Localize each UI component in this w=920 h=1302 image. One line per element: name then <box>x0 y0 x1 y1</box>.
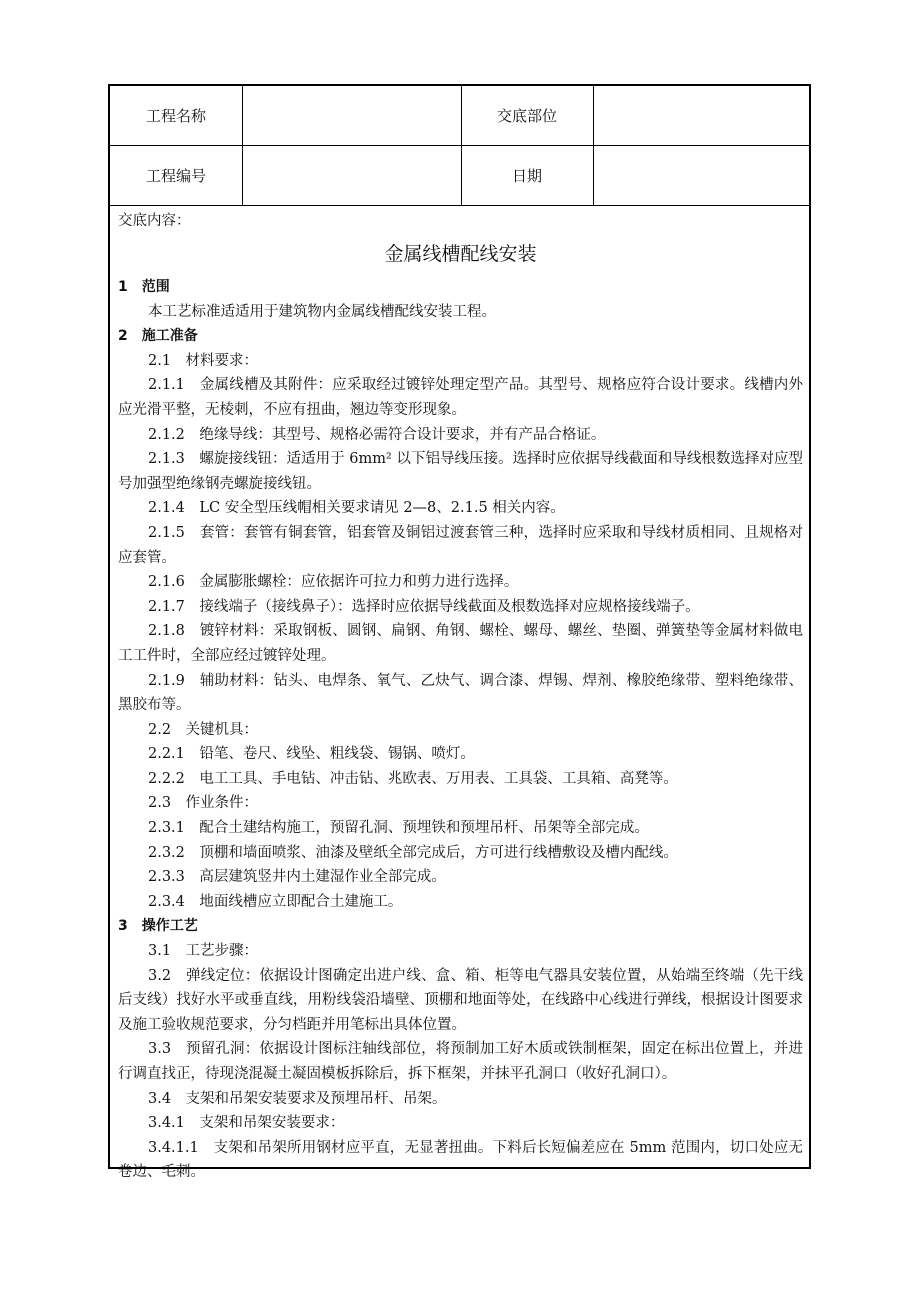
project-no-label: 工程编号 <box>145 167 206 185</box>
paragraph: 2.3.1 配合土建结构施工，预留孔洞、预埋铁和预埋吊杆、吊架等全部完成。 <box>148 820 649 837</box>
paragraph: 2.1.4 LC 安全型压线帽相关要求请见 2—8、2.1.5 相关内容。 <box>148 500 565 517</box>
paragraph: 2.1.1 金属线槽及其附件：应采取经过镀锌处理定型产品。其型号、规格应符合设计要求。线槽内外应光滑平整，无棱刺，不应有扭曲，翘边等变形现象。 <box>118 377 803 418</box>
project-no-value <box>242 146 461 205</box>
paragraph: 3.4 支架和吊架安装要求及预埋吊杆、吊架。 <box>148 1090 447 1107</box>
section-heading: 2 施工准备 <box>118 328 198 345</box>
section-heading: 3 操作工艺 <box>118 918 198 935</box>
date-label: 日期 <box>511 167 542 185</box>
content-label: 交底内容： <box>118 213 191 229</box>
divider <box>593 146 594 205</box>
divider <box>461 146 462 205</box>
paragraph: 2.2 关键机具： <box>148 721 259 738</box>
divider <box>242 86 243 145</box>
paragraph: 2.2.2 电工工具、手电钻、冲击钻、兆欧表、万用表、工具袋、工具箱、高凳等。 <box>148 770 678 787</box>
project-name-value <box>242 86 461 145</box>
date-value <box>593 146 811 205</box>
paragraph: 2.1.2 绝缘导线：其型号、规格必需符合设计要求，并有产品合格证。 <box>148 426 606 443</box>
paragraph: 2.3.4 地面线槽应立即配合土建施工。 <box>148 893 403 910</box>
divider <box>242 146 243 205</box>
paragraph: 3.2 弹线定位：依据设计图确定出进户线、盒、箱、柜等电气器具安装位置，从始端至终端（先干线后支线）找好水平或垂直线，用粉线袋沿墙壁、顶棚和地面等处，在线路中心线进行弹线，根据设计图要求及施工验收规范要求，分匀档距并用笔标出具体位置。 <box>118 967 803 1033</box>
paragraph: 2.1.6 金属膨胀螺栓：应依据许可拉力和剪力进行选择。 <box>148 574 519 591</box>
header-row-1 <box>110 86 809 146</box>
paragraph: 2.3 作业条件： <box>148 795 259 812</box>
paragraph: 3.4.1 支架和吊架安装要求： <box>148 1115 345 1132</box>
paragraph: 2.1.5 套管：套管有铜套管，铝套管及铜铝过渡套管三种，选择时应采取和导线材质相同、且规格对应套管。 <box>118 524 803 566</box>
paragraph: 2.1.8 镀锌材料：采取钢板、圆钢、扁钢、角钢、螺栓、螺母、螺丝、垫圈、弹簧垫等金属材料做电工工件时，全部应经过镀锌处理。 <box>118 623 803 664</box>
paragraph-list <box>118 275 803 1185</box>
section-heading: 1 范围 <box>118 279 170 295</box>
paragraph: 2.1.9 辅助材料：钻头、电焊条、氧气、乙炔气、调合漆、焊锡、焊剂、橡胶绝缘带、塑料绝缘带、黑胶布等。 <box>118 672 803 714</box>
paragraph: 2.3.3 高层建筑竖井内土建湿作业全部完成。 <box>148 869 446 886</box>
paragraph: 3.4.1.1 支架和吊架所用钢材应平直，无显著扭曲。下料后长短偏差应在 5mm 范围内，切口处应无卷边、毛刺。 <box>118 1139 803 1181</box>
paragraph: 3.3 预留孔洞：依据设计图标注轴线部位，将预制加工好木质或铁制框架，固定在标出位置上，并进行调直找正，待现浇混凝土凝固模板拆除后，拆下框架，并抹平孔洞口（收好孔洞口）。 <box>118 1041 803 1082</box>
paragraph: 3.1 工艺步骤： <box>148 943 259 960</box>
handover-content <box>110 208 809 1181</box>
project-name-label: 工程名称 <box>145 107 206 125</box>
divider <box>461 86 462 145</box>
header-row-2 <box>110 146 809 206</box>
paragraph: 2.2.1 铅笔、卷尺、线坠、粗线袋、锡锅、喷灯。 <box>148 746 475 763</box>
handover-part-value <box>593 86 811 145</box>
paragraph: 2.1 材料要求： <box>148 352 259 369</box>
handover-part-label: 交底部位 <box>496 107 557 125</box>
paragraph: 2.1.7 接线端子（接线鼻子）：选择时应依据导线截面及根数选择对应规格接线端子。 <box>148 598 700 615</box>
paragraph: 2.3.2 顶棚和墙面喷浆、油漆及壁纸全部完成后，方可进行线槽敷设及槽内配线。 <box>148 844 678 861</box>
handover-form <box>108 84 811 1181</box>
document-title: 金属线槽配线安装 <box>384 243 537 265</box>
paragraph: 2.1.3 螺旋接线钮：适适用于 6mm² 以下铝导线压接。选择时应依据导线截面和导线根数选择对应型号加强型绝缘钢壳螺旋接线钮。 <box>118 451 803 492</box>
paragraph: 本工艺标准适适用于建筑物内金属线槽配线安装工程。 <box>148 303 496 320</box>
divider <box>593 86 594 145</box>
